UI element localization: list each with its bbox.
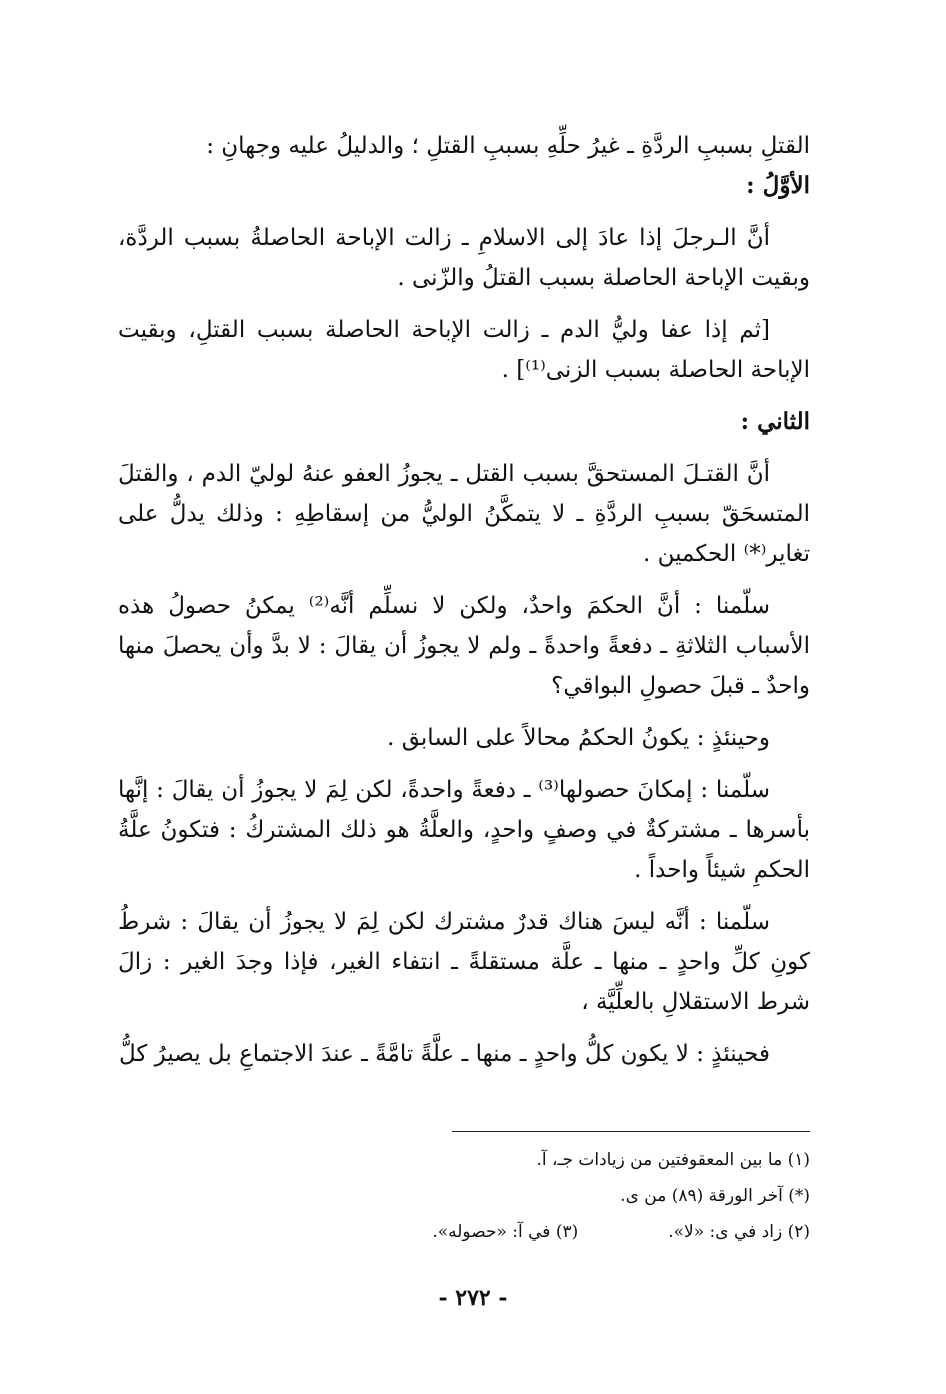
heading-second: الثاني :: [740, 408, 810, 435]
paragraph-continuation: القتلِ بسببِ الردَّةِ ـ غيرُ حلِّهِ بسببِ القتلِ ؛ والدليلُ عليه وجهانِ :: [206, 133, 810, 159]
paragraph-objection-one: سلّمنا : أنَّ الحكمَ واحدٌ، ولكن لا نسلِّم أنَّه⁽²⁾ يمكنُ حصولُ هذه الأسباب الثلاثةِ ـ دفعةً واحدةً ـ ولم لا يجوزُ أن يقالَ : لا بدَّ وأن يحصلَ منها واحدٌ ـ قبلَ حصولِ البواقي؟: [118, 593, 810, 699]
footnote-row: [118, 1214, 810, 1250]
paragraph-second-argument: أنَّ القتـلَ المستحقَّ بسبب القتل ـ يجوزُ العفو عنهُ لوليّ الدم ، والقتلَ المتسحَقّ بسببِ الردَّةِ ـ لا يتمكَّنُ الوليُّ من إسقاطِهِ : وذلك يدلُّ على تغاير⁽*⁾ الحكمين .: [118, 461, 810, 567]
footnote-1: (١) ما بين المعقوفتين من زيادات جـ، آ.: [536, 1150, 810, 1170]
paragraph-objection-two: سلّمنا : إمكانَ حصولها⁽³⁾ ـ دفعةً واحدةً، لكن لِمَ لا يجوزُ أن يقالَ : إنَّها بأسرها ـ مشتركةٌ في وصفٍ واحدٍ، والعلَّةُ هو ذلك المشتركُ : فتكونُ علَّةُ الحكمِ شيئاً واحداً .: [118, 777, 810, 883]
paragraph-first-argument: أنَّ الـرجلَ إذا عادَ إلى الاسلامِ ـ زالت الإباحة الحاصلةُ بسبب الردَّة، وبقيت الإباحة الحاصلة بسبب القتلُ والزّنى .: [118, 225, 810, 291]
paragraph-then-one: وحينئذٍ : يكونُ الحكمُ محالاً على السابق .: [387, 725, 770, 751]
paragraph-then-two: فحينئذٍ : لا يكون كلُّ واحدٍ ـ منها ـ علَّةً تامَّةً ـ عندَ الاجتماعِ بل يصيرُ كلُّ: [118, 1041, 770, 1067]
paragraph-objection-three: سلّمنا : أنَّه ليسَ هناك قدرٌ مشترك لكن لِمَ لا يجوزُ أن يقالَ : شرطُ كونِ كلِّ واحدٍ ـ منها ـ علَّة مستقلةً ـ انتفاء الغير، فإذا وجدَ الغير : زالَ شرط الاستقلالِ بالعلِّيَّة ،: [118, 909, 810, 1015]
footnote-star: (*) آخر الورقة (٨٩) من ى.: [620, 1186, 810, 1206]
footnote-2: (٢) زاد في ى: «لا».: [668, 1222, 810, 1242]
footnote-divider: [452, 1131, 810, 1132]
main-text: [118, 126, 810, 1086]
footnote-3: (٣) في آ: «حصوله».: [432, 1222, 579, 1242]
paragraph-bracketed-addition: [ثم إذا عفا وليُّ الدم ـ زالت الإباحة الحاصلة بسبب القتلِ، وبقيت الإباحة الحاصلة بسبب الزنى⁽¹⁾] .: [118, 317, 810, 383]
heading-first: الأوَّلُ :: [746, 172, 810, 199]
footnotes: [118, 1142, 810, 1250]
page-number: - ٢٧٢ -: [438, 1285, 508, 1311]
